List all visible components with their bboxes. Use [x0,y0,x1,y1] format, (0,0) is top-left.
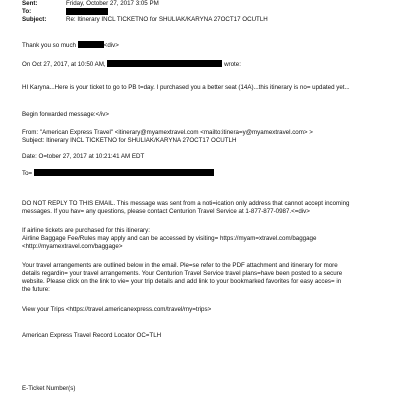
to-label: To: [22,8,32,15]
to-line-label: To= [22,170,33,177]
airline-line-2: Airline Baggage Fee/Rules may apply and can be accessed by visiting= https://myam=xtravel.com/baggage [22,235,317,242]
sent-row [22,0,392,8]
subject-line: Subject: Itinerary INCL TICKETNO for SHULIAK/KARYNA 27OCT17 OCUTLH [22,137,237,144]
to-row [22,8,392,16]
redaction-bar [34,169,214,176]
begin-forwarded: Begin forwarded message:</iv> [22,111,110,118]
sent-value: Friday, October 27, 2017 3:05 PM [66,0,159,7]
to-value [66,8,108,16]
subject-row [22,16,392,24]
donotreply-line-2: messages. If you hav= any questions, please contact Centurion Travel Service at 1-877-877-0987.<=div> [22,208,310,215]
on-date-line [22,60,387,69]
forwarded-headers [22,129,387,178]
view-trips-line: View your Trips <https://travel.americanexpress.com/travel/my=trips> [22,306,212,313]
redaction-bar [78,41,104,48]
hi-line: HI Karyna...Here is your ticket to go to PB t=day. I purchased you a better seat (14A)...this itinerary is no= updated yet... [22,84,350,91]
redaction-bar [107,60,222,67]
subject-value: Re: Itinerary INCL TICKETNO for SHULIAK/KARYNA 27OCT17 OCUTLH [66,16,268,23]
thanks-line [22,41,387,50]
sent-label: Sent: [22,0,38,7]
travel-paragraph [22,262,387,294]
redaction-bar [66,8,108,15]
airline-line-1: If airline tickets are purchased for this itinerary: [22,227,150,234]
airline-paragraph [22,227,387,251]
to-line [22,169,387,178]
travel-line-4: the future: [22,286,50,293]
travel-line-2: details regardin= your travel arrangements. Your Centurion Travel Service travel plans=have been posted to a secure [22,270,343,277]
travel-line-3: website. Please click on the link to vie= your trip details and add link to your bookmarked favorites for easy acces= in [22,278,342,285]
date-line: Date: O=tober 27, 2017 at 10:21:41 AM EDT [22,153,145,160]
eticket-heading: E-Ticket Number(s) [22,385,76,392]
from-line: From: "American Express Travel" <itinerary@myamextravel.com <mailto:itinera=y@myamextravel.com> > [22,129,313,136]
thanks-prefix: Thank you so much [22,42,76,49]
travel-line-1: Your travel arrangements are outlined below in the email. Ple=se refer to the PDF attachment and itinerary for more [22,262,338,269]
airline-line-3: <http://myamextravel.com/baggage> [22,243,123,250]
on-date-prefix: On Oct 27, 2017, at 10:50 AM, [22,61,106,68]
thanks-suffix: <div> [103,42,119,49]
on-date-suffix: wrote: [224,61,241,68]
donotreply-paragraph [22,200,387,216]
donotreply-line-1: DO NOT REPLY TO THIS EMAIL. This message was sent from a noti=ication only address that cannot accept incoming [22,200,350,207]
subject-label: Subject: [22,16,47,23]
email-header [22,0,392,24]
record-locator-line: American Express Travel Record Locator OC=TLH [22,332,162,339]
